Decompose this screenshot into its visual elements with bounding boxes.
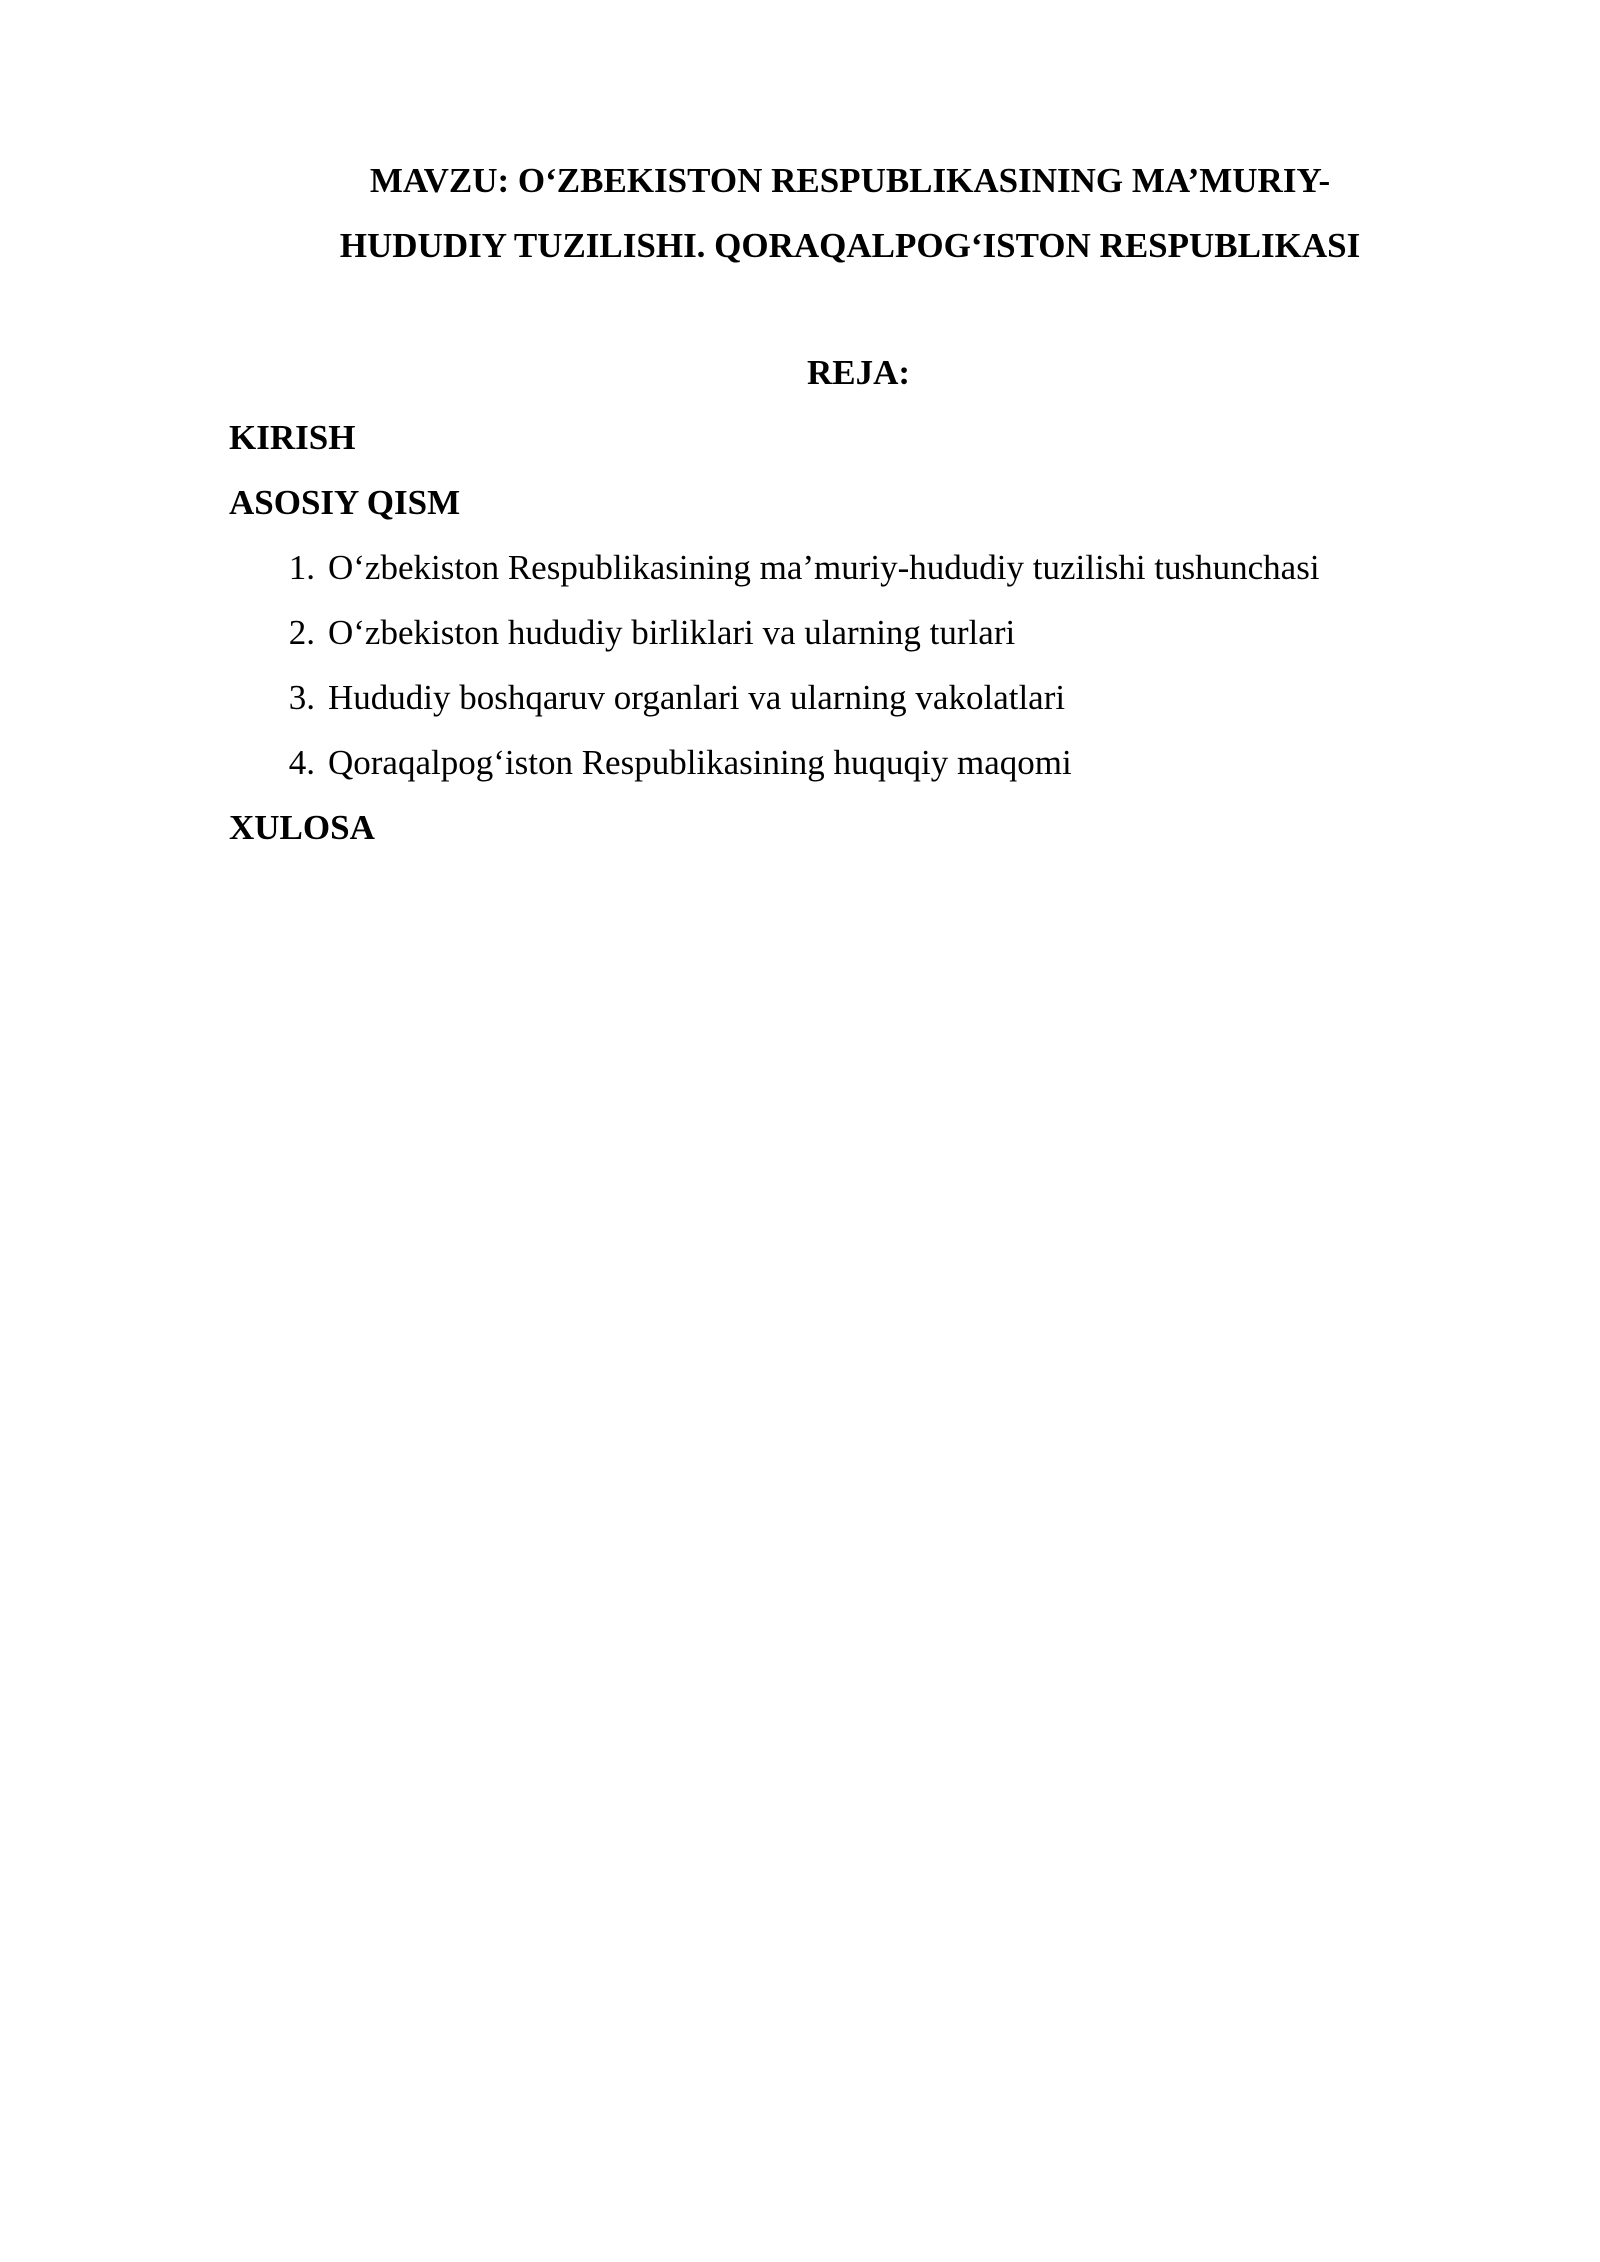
list-item-number: 2. [288,613,315,652]
plan-heading: REJA: [806,353,911,392]
section-intro: KIRISH [229,418,356,457]
list-item-text: Hududiy boshqaruv organlari va ularning vakolatlari [328,678,1066,717]
plan-list-item [229,665,1320,730]
title-line-1: MAVZU: O‘ZBEKISTON RESPUBLIKASINING MA’MURIY- [369,161,1331,200]
list-item-text: O‘zbekiston hududiy birliklari va ularning turlari [328,613,1016,652]
plan-list-item [229,730,1320,795]
list-item-number: 4. [288,743,315,782]
list-item-text: Qoraqalpog‘iston Respublikasining huquqiy maqomi [328,743,1072,782]
plan-list [229,535,1320,795]
list-item-number: 1. [288,548,315,587]
plan-list-item [229,600,1320,665]
section-main-part: ASOSIY QISM [229,483,461,522]
list-item-number: 3. [288,678,315,717]
section-conclusion: XULOSA [229,808,375,847]
document-title [230,148,1410,278]
list-item-text: O‘zbekiston Respublikasining ma’muriy-hududiy tuzilishi tushunchasi [328,548,1320,587]
title-line-2: HUDUDIY TUZILISHI. QORAQALPOG‘ISTON RESPUBLIKASI [339,226,1361,265]
plan-list-item [229,535,1320,600]
